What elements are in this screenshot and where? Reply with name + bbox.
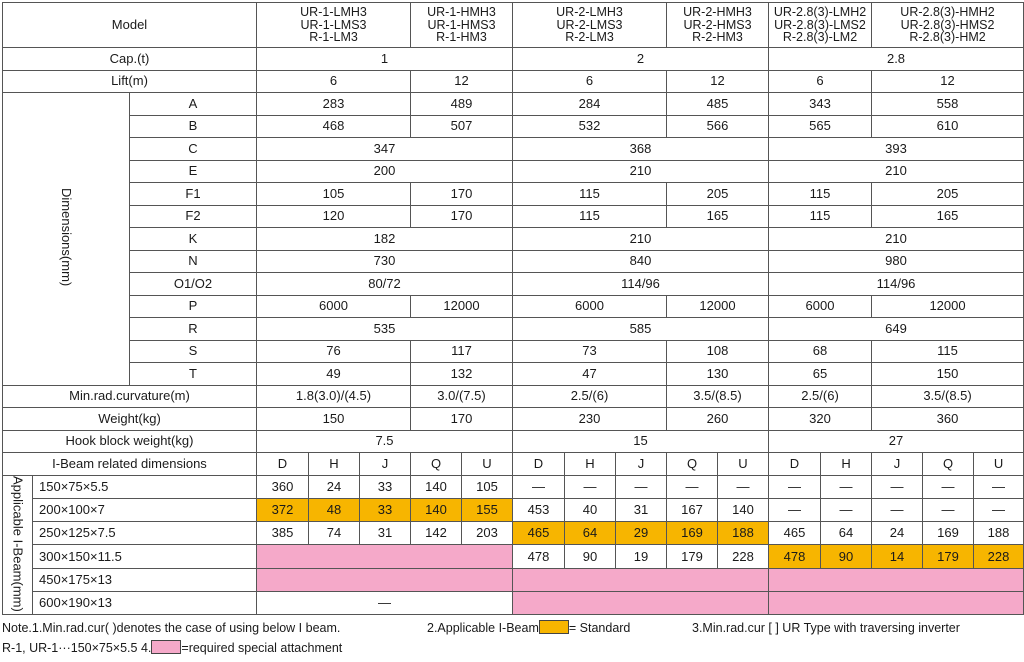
ibeam-col-header: U: [462, 453, 513, 476]
dim-row-e: [3, 160, 1024, 183]
minrad-cell: 2.5/(6): [769, 385, 872, 408]
lift-cell: 6: [513, 70, 667, 93]
dim-cell: 114/96: [513, 273, 769, 296]
ibeam-cell: 140: [411, 475, 462, 498]
special-attachment-cell: [769, 591, 1024, 614]
dim-cell: 76: [257, 340, 411, 363]
special-attachment-cell: [769, 568, 1024, 591]
weight-cell: 260: [667, 408, 769, 431]
model-cell: UR-2.8(3)-LMH2 UR-2.8(3)-LMS2 R-2.8(3)-LM2: [769, 3, 872, 48]
ibeam-row: [3, 475, 1024, 498]
ibeam-cell: 140: [718, 498, 769, 521]
dim-cell: 49: [257, 363, 411, 386]
ibeam-cell: 478: [513, 545, 565, 568]
dim-cell: 68: [769, 340, 872, 363]
dim-cell: 47: [513, 363, 667, 386]
ibeam-cell: 179: [923, 545, 974, 568]
weight-cell: 230: [513, 408, 667, 431]
weight-cell: 150: [257, 408, 411, 431]
ibeam-col-header: Q: [923, 453, 974, 476]
dim-cell: 120: [257, 205, 411, 228]
dim-row-a: [3, 93, 1024, 116]
ibeam-size: 300×150×11.5: [33, 545, 257, 568]
dim-row-s: [3, 340, 1024, 363]
ibeam-row: [3, 568, 1024, 591]
note-2: 2.Applicable I-Beam = Standard: [427, 621, 631, 635]
ibeam-cell: 64: [821, 522, 872, 545]
hook-cell: 7.5: [257, 430, 513, 453]
dim-cell: 73: [513, 340, 667, 363]
dim-key: F2: [130, 205, 257, 228]
dim-cell: 117: [411, 340, 513, 363]
dim-row-r: [3, 318, 1024, 341]
weight-cell: 170: [411, 408, 513, 431]
dim-key: E: [130, 160, 257, 183]
ibeam-col-header: H: [565, 453, 616, 476]
ibeam-cell: —: [769, 475, 821, 498]
ibeam-cell: 203: [462, 522, 513, 545]
ibeam-cell: 188: [974, 522, 1024, 545]
dim-cell: 80/72: [257, 273, 513, 296]
dim-cell: 610: [872, 115, 1024, 138]
ibeam-col-header: H: [309, 453, 360, 476]
ibeam-cell: 105: [462, 475, 513, 498]
row-label: Weight(kg): [3, 408, 257, 431]
ibeam-cell: 19: [616, 545, 667, 568]
dim-cell: 115: [769, 183, 872, 206]
dim-key: F1: [130, 183, 257, 206]
spec-table-container: [2, 2, 1022, 615]
ibeam-row: [3, 522, 1024, 545]
ibeam-cell: 179: [667, 545, 718, 568]
dim-cell: 6000: [769, 295, 872, 318]
special-attachment-cell: [257, 568, 513, 591]
row-label: Cap.(t): [3, 48, 257, 71]
row-label: Lift(m): [3, 70, 257, 93]
minrad-cell: 3.5/(8.5): [667, 385, 769, 408]
dim-cell: 284: [513, 93, 667, 116]
ibeam-cell: 228: [974, 545, 1024, 568]
dim-row-f2: [3, 205, 1024, 228]
ibeam-cell: 228: [718, 545, 769, 568]
dim-cell: 730: [257, 250, 513, 273]
dim-cell: 108: [667, 340, 769, 363]
ibeam-col-header: J: [616, 453, 667, 476]
dim-cell: 170: [411, 183, 513, 206]
dim-row-c: [3, 138, 1024, 161]
dim-cell: 6000: [257, 295, 411, 318]
minrad-cell: 2.5/(6): [513, 385, 667, 408]
dim-cell: 532: [513, 115, 667, 138]
ibeam-cell: —: [974, 475, 1024, 498]
ibeam-cell: 155: [462, 498, 513, 521]
dim-cell: 115: [513, 205, 667, 228]
dim-cell: 12000: [872, 295, 1024, 318]
dim-cell: 205: [872, 183, 1024, 206]
cap-cell: 2: [513, 48, 769, 71]
weight-row: [3, 408, 1024, 431]
ibeam-cell: 169: [667, 522, 718, 545]
ibeam-col-header: D: [513, 453, 565, 476]
ibeam-cell: 372: [257, 498, 309, 521]
cap-cell: 2.8: [769, 48, 1024, 71]
ibeam-cell: —: [872, 475, 923, 498]
dim-key: N: [130, 250, 257, 273]
ibeam-cell: 24: [309, 475, 360, 498]
special-attachment-swatch: [151, 640, 181, 654]
dim-cell: 132: [411, 363, 513, 386]
dim-cell: 565: [769, 115, 872, 138]
row-label: Min.rad.curvature(m): [3, 385, 257, 408]
ibeam-cell: 90: [821, 545, 872, 568]
ibeam-cell: —: [923, 475, 974, 498]
model-cell: UR-2-HMH3 UR-2-HMS3 R-2-HM3: [667, 3, 769, 48]
cap-row: [3, 48, 1024, 71]
ibeam-cell: 188: [718, 522, 769, 545]
note-1: Note.1.Min.rad.cur( )denotes the case of using below I beam.: [2, 621, 341, 635]
ibeam-col-header: U: [718, 453, 769, 476]
ibeam-cell: 385: [257, 522, 309, 545]
ibeam-row: [3, 498, 1024, 521]
model-cell: UR-1-LMH3 UR-1-LMS3 R-1-LM3: [257, 3, 411, 48]
special-attachment-cell: [513, 568, 769, 591]
ibeam-cell: 29: [616, 522, 667, 545]
dim-cell: 115: [513, 183, 667, 206]
dim-row-p: [3, 295, 1024, 318]
dim-cell: 165: [872, 205, 1024, 228]
ibeam-cell: —: [513, 475, 565, 498]
ibeam-row: [3, 591, 1024, 614]
ibeam-cell: 90: [565, 545, 616, 568]
ibeam-size: 200×100×7: [33, 498, 257, 521]
dim-cell: 210: [513, 228, 769, 251]
dim-cell: 205: [667, 183, 769, 206]
dim-cell: 210: [513, 160, 769, 183]
model-row: [3, 3, 1024, 48]
minrad-cell: 3.0/(7.5): [411, 385, 513, 408]
hook-cell: 15: [513, 430, 769, 453]
minrad-cell: 1.8(3.0)/(4.5): [257, 385, 411, 408]
dim-key: S: [130, 340, 257, 363]
dim-cell: 170: [411, 205, 513, 228]
note-3: 3.Min.rad.cur [ ] UR Type with traversing inverter: [692, 621, 960, 635]
ibeam-col-header: J: [360, 453, 411, 476]
ibeam-cell: 40: [565, 498, 616, 521]
ibeam-side-label: Applicable I-Beam(mm): [3, 475, 33, 615]
ibeam-cell: 74: [309, 522, 360, 545]
dim-cell: 165: [667, 205, 769, 228]
ibeam-size: 250×125×7.5: [33, 522, 257, 545]
standard-swatch: [539, 620, 569, 634]
special-attachment-cell: [513, 591, 769, 614]
ibeam-cell: —: [718, 475, 769, 498]
lift-cell: 12: [411, 70, 513, 93]
lift-cell: 12: [872, 70, 1024, 93]
dim-cell: 485: [667, 93, 769, 116]
ibeam-cell: 31: [616, 498, 667, 521]
dim-row-o: [3, 273, 1024, 296]
ibeam-cell: —: [872, 498, 923, 521]
dim-cell: 6000: [513, 295, 667, 318]
dim-cell: 566: [667, 115, 769, 138]
dim-cell: 115: [872, 340, 1024, 363]
ibeam-cell: —: [616, 475, 667, 498]
dim-cell: 12000: [667, 295, 769, 318]
dim-cell: 343: [769, 93, 872, 116]
dim-row-t: [3, 363, 1024, 386]
hook-cell: 27: [769, 430, 1024, 453]
ibeam-cell: —: [667, 475, 718, 498]
dim-cell: 12000: [411, 295, 513, 318]
dim-key: C: [130, 138, 257, 161]
dim-key: K: [130, 228, 257, 251]
note-4: R-1, UR-1···150×75×5.5 4. =required special attachment: [2, 641, 343, 655]
dim-cell: 105: [257, 183, 411, 206]
ibeam-cell: 140: [411, 498, 462, 521]
ibeam-header-row: [3, 453, 1024, 476]
ibeam-cell: —: [565, 475, 616, 498]
dim-key: O1/O2: [130, 273, 257, 296]
spec-table: [2, 2, 1024, 615]
ibeam-size: 150×75×5.5: [33, 475, 257, 498]
minrad-row: [3, 385, 1024, 408]
dim-key: B: [130, 115, 257, 138]
dim-cell: 182: [257, 228, 513, 251]
special-attachment-cell: [257, 545, 513, 568]
ibeam-cell: —: [974, 498, 1024, 521]
ibeam-cell: 33: [360, 475, 411, 498]
dim-cell: 347: [257, 138, 513, 161]
ibeam-cell: —: [769, 498, 821, 521]
ibeam-cell: 465: [769, 522, 821, 545]
ibeam-size: 450×175×13: [33, 568, 257, 591]
ibeam-cell: 142: [411, 522, 462, 545]
ibeam-col-header: U: [974, 453, 1024, 476]
minrad-cell: 3.5/(8.5): [872, 385, 1024, 408]
row-label: I-Beam related dimensions: [3, 453, 257, 476]
ibeam-cell: —: [257, 591, 513, 614]
model-cell: UR-2.8(3)-HMH2 UR-2.8(3)-HMS2 R-2.8(3)-HM2: [872, 3, 1024, 48]
dim-cell: 535: [257, 318, 513, 341]
dim-cell: 283: [257, 93, 411, 116]
ibeam-col-header: Q: [411, 453, 462, 476]
ibeam-cell: 167: [667, 498, 718, 521]
lift-cell: 6: [769, 70, 872, 93]
ibeam-col-header: D: [257, 453, 309, 476]
ibeam-col-header: J: [872, 453, 923, 476]
ibeam-cell: 169: [923, 522, 974, 545]
lift-cell: 12: [667, 70, 769, 93]
dim-row-f1: [3, 183, 1024, 206]
row-label: Hook block weight(kg): [3, 430, 257, 453]
ibeam-cell: 31: [360, 522, 411, 545]
dim-key: P: [130, 295, 257, 318]
ibeam-col-header: D: [769, 453, 821, 476]
cap-cell: 1: [257, 48, 513, 71]
ibeam-col-header: H: [821, 453, 872, 476]
dim-cell: 150: [872, 363, 1024, 386]
hook-row: [3, 430, 1024, 453]
dim-key: T: [130, 363, 257, 386]
ibeam-cell: 24: [872, 522, 923, 545]
ibeam-cell: 64: [565, 522, 616, 545]
weight-cell: 360: [872, 408, 1024, 431]
dim-cell: 585: [513, 318, 769, 341]
dim-cell: 649: [769, 318, 1024, 341]
dim-cell: 980: [769, 250, 1024, 273]
dim-cell: 210: [769, 160, 1024, 183]
dim-cell: 130: [667, 363, 769, 386]
dimensions-label: Dimensions(mm): [3, 93, 130, 386]
dim-cell: 115: [769, 205, 872, 228]
dim-cell: 368: [513, 138, 769, 161]
dim-cell: 393: [769, 138, 1024, 161]
ibeam-cell: 478: [769, 545, 821, 568]
dim-row-n: [3, 250, 1024, 273]
ibeam-cell: 48: [309, 498, 360, 521]
ibeam-row: [3, 545, 1024, 568]
model-label: Model: [3, 3, 257, 48]
dim-cell: 114/96: [769, 273, 1024, 296]
dim-cell: 468: [257, 115, 411, 138]
ibeam-cell: —: [923, 498, 974, 521]
ibeam-cell: 33: [360, 498, 411, 521]
dim-row-b: [3, 115, 1024, 138]
ibeam-cell: 360: [257, 475, 309, 498]
ibeam-size: 600×190×13: [33, 591, 257, 614]
dim-cell: 840: [513, 250, 769, 273]
dim-key: A: [130, 93, 257, 116]
dim-cell: 558: [872, 93, 1024, 116]
dim-cell: 489: [411, 93, 513, 116]
model-cell: UR-2-LMH3 UR-2-LMS3 R-2-LM3: [513, 3, 667, 48]
ibeam-cell: —: [821, 498, 872, 521]
dim-cell: 65: [769, 363, 872, 386]
lift-row: [3, 70, 1024, 93]
dim-row-k: [3, 228, 1024, 251]
dim-cell: 200: [257, 160, 513, 183]
dim-cell: 507: [411, 115, 513, 138]
ibeam-cell: —: [821, 475, 872, 498]
lift-cell: 6: [257, 70, 411, 93]
ibeam-cell: 453: [513, 498, 565, 521]
ibeam-cell: 14: [872, 545, 923, 568]
dim-key: R: [130, 318, 257, 341]
model-cell: UR-1-HMH3 UR-1-HMS3 R-1-HM3: [411, 3, 513, 48]
weight-cell: 320: [769, 408, 872, 431]
dim-cell: 210: [769, 228, 1024, 251]
ibeam-cell: 465: [513, 522, 565, 545]
ibeam-col-header: Q: [667, 453, 718, 476]
